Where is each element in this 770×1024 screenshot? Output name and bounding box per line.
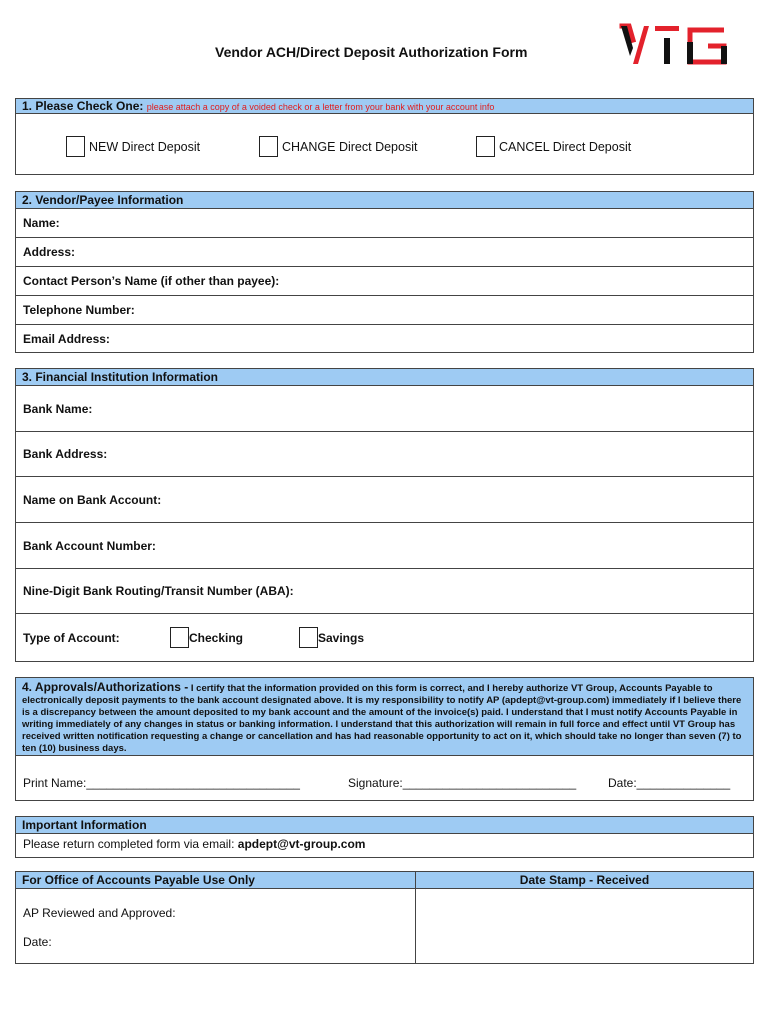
field-account-type (16, 614, 753, 661)
signature-field[interactable]: Signature:__________________________ (348, 776, 577, 790)
section1-note: please attach a copy of a voided check or a letter from your bank with your account info (146, 102, 495, 112)
option-cancel-label: CANCEL Direct Deposit (499, 139, 632, 154)
date-stamp-area[interactable] (417, 890, 752, 963)
office-heading-right: Date Stamp - Received (416, 872, 753, 889)
option-new-label: NEW Direct Deposit (89, 139, 201, 154)
office-divider (415, 889, 416, 963)
field-contact-person[interactable]: Contact Person’s Name (if other than payee): (16, 267, 753, 296)
option-checking[interactable] (170, 627, 243, 648)
change-deposit-checkbox[interactable] (259, 136, 278, 157)
checking-label: Checking (189, 630, 244, 645)
section1-heading: 1. Please Check One: (22, 99, 144, 113)
field-name[interactable]: Name: (16, 209, 753, 238)
field-bank-name[interactable]: Bank Name: (16, 386, 753, 432)
section3-header: 3. Financial Institution Information (16, 369, 753, 386)
important-text-row (16, 834, 753, 851)
section2-header: 2. Vendor/Payee Information (16, 192, 753, 209)
account-type-label: Type of Account: (23, 630, 120, 645)
section-office-use (15, 871, 754, 964)
form-title: Vendor ACH/Direct Deposit Authorization Form (215, 44, 528, 60)
date-field[interactable]: Date:______________ (608, 776, 731, 790)
important-header: Important Information (16, 817, 753, 834)
field-address[interactable]: Address: (16, 238, 753, 267)
savings-checkbox[interactable] (299, 627, 318, 648)
ap-reviewed-field[interactable]: AP Reviewed and Approved: (23, 906, 176, 920)
new-deposit-checkbox[interactable] (66, 136, 85, 157)
section4-body: I certify that the information provided on this form is correct, and I hereby authorize VT Group, Accounts Payable to electronically deposit payments to the bank account designated above. It is my responsibility to notify AP (apdept@vt-group.com) immediately if I believe there is a discrepancy between the amount deposited to my bank account and the amount of the invoice(s) paid. I understand that I must notify Accounts Payable in writing immediately of any changes in status or banking information. I understand that this authorization will remain in full force and effect until VT Group has received written notification requesting a change or cancellation and has had reasonable opportunity to act on it, which should take no longer than seven (7) to ten (10) business days. (22, 683, 742, 754)
important-email[interactable]: apdept@vt-group.com (237, 837, 366, 851)
section4-text (16, 678, 753, 755)
option-change-label: CHANGE Direct Deposit (282, 139, 418, 154)
office-date-field[interactable]: Date: (23, 935, 52, 949)
section-financial-info (15, 368, 754, 662)
option-cancel[interactable] (476, 136, 631, 157)
option-savings[interactable] (299, 627, 364, 648)
field-telephone[interactable]: Telephone Number: (16, 296, 753, 325)
print-name-field[interactable]: Print Name:________________________________ (23, 776, 300, 790)
field-account-number[interactable]: Bank Account Number: (16, 523, 753, 569)
section-vendor-info (15, 191, 754, 353)
field-account-name[interactable]: Name on Bank Account: (16, 477, 753, 523)
section4-header (16, 678, 753, 756)
cancel-deposit-checkbox[interactable] (476, 136, 495, 157)
section-important-info (15, 816, 754, 858)
checking-checkbox[interactable] (170, 627, 189, 648)
section1-header (16, 99, 753, 114)
option-new[interactable] (66, 136, 200, 157)
field-routing-number[interactable]: Nine-Digit Bank Routing/Transit Number (ABA): (16, 569, 753, 614)
section4-heading: 4. Approvals/Authorizations - (22, 680, 189, 694)
savings-label: Savings (318, 630, 365, 645)
field-bank-address[interactable]: Bank Address: (16, 432, 753, 477)
important-text: Please return completed form via email: (23, 837, 235, 851)
option-change[interactable] (259, 136, 417, 157)
office-heading-left: For Office of Accounts Payable Use Only (16, 872, 416, 889)
vtg-logo (618, 22, 730, 68)
field-email[interactable]: Email Address: (23, 331, 110, 346)
